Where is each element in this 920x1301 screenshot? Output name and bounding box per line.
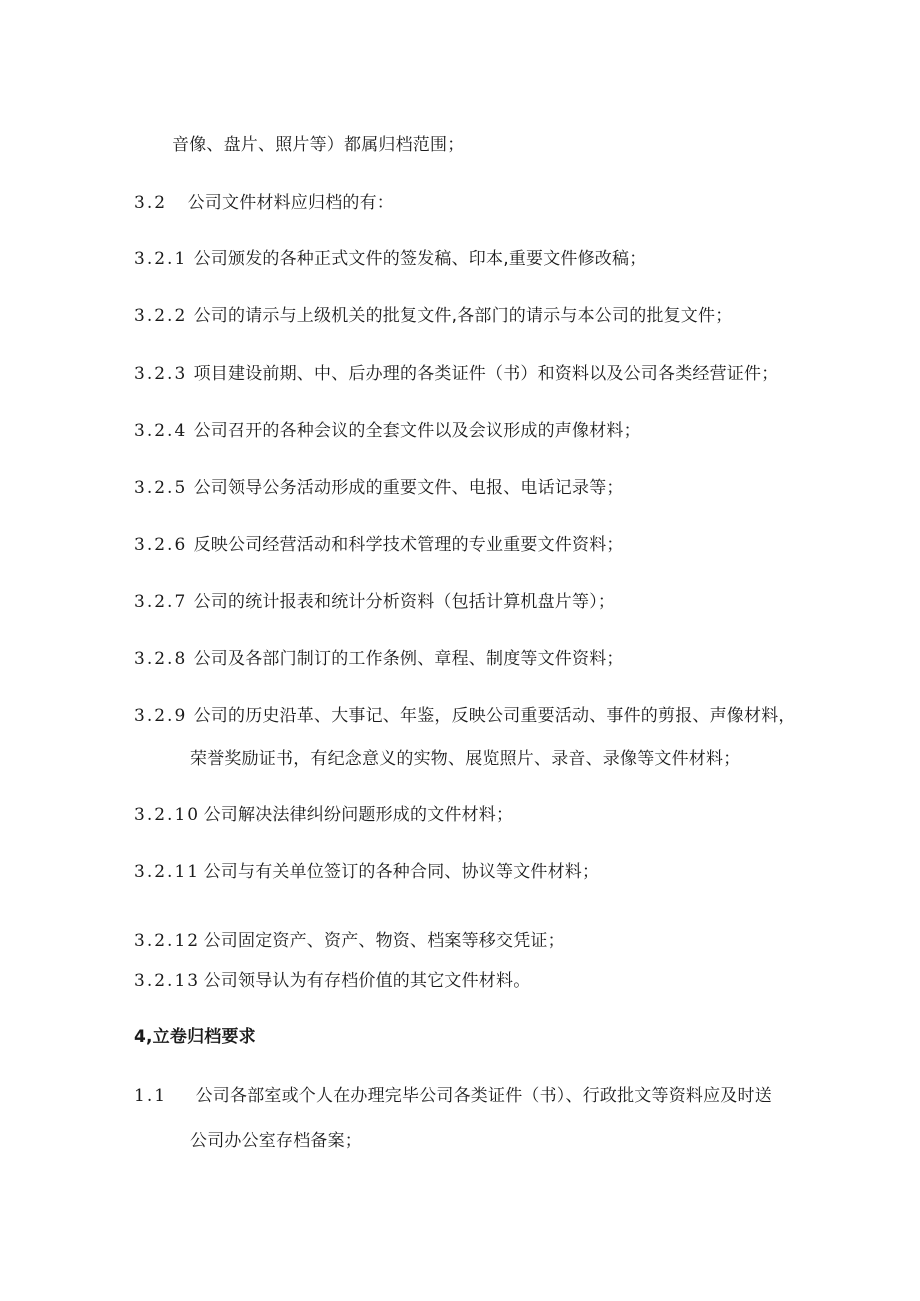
line-text: 荣誉奖励证书，有纪念意义的实物、展览照片、录音、录像等文件材料；: [190, 749, 741, 769]
line-text: 公司固定资产、资产、物资、档案等移交凭证；: [203, 931, 565, 951]
item-3-2-1: [134, 248, 646, 270]
item-3-2-4: [134, 420, 641, 442]
item-3-2-8: [134, 648, 624, 670]
line-text: 公司的统计报表和统计分析资料（包括计算机盘片等）；: [193, 592, 616, 612]
line-text: 公司的历史沿革、大事记、年鉴，反映公司重要活动、事件的剪报、声像材料，: [193, 706, 796, 726]
line-text: 公司的请示与上级机关的批复文件,各部门的请示与本公司的批复文件；: [193, 306, 733, 326]
item-3-2-12: [134, 930, 565, 952]
text-line-continuation: [190, 1130, 362, 1152]
item-3-2-10: [134, 804, 513, 826]
line-text: 公司领导公务活动形成的重要文件、电报、电话记录等；: [193, 478, 624, 498]
section-number: 3.2.6: [134, 535, 188, 555]
line-text: 反映公司经营活动和科学技术管理的专业重要文件资料；: [193, 535, 624, 555]
item-3-2-6: [134, 534, 624, 556]
section-number: 1.1: [134, 1086, 168, 1106]
line-text: 公司与有关单位签订的各种合同、协议等文件材料；: [203, 862, 600, 882]
line-text: 公司颁发的各种正式文件的签发稿、印本,重要文件修改稿；: [193, 249, 647, 269]
line-text: 项目建设前期、中、后办理的各类证件（书）和资料以及公司各类经营证件；: [193, 364, 779, 384]
text-line-continuation: [172, 134, 464, 156]
item-3-2-9: [134, 705, 796, 727]
section-number: 3.2.3: [134, 364, 188, 384]
section-number: 3.2.1: [134, 249, 188, 269]
section-number: 3.2.13: [134, 971, 201, 991]
section-number: 3.2.10: [134, 805, 201, 825]
section-number: 3.2.4: [134, 421, 188, 441]
item-3-2-5: [134, 477, 624, 499]
section-3-2: [134, 192, 394, 214]
line-text: 公司领导认为有存档价值的其它文件材料。: [203, 971, 531, 991]
item-3-2-7: [134, 591, 615, 613]
line-text: 公司各部室或个人在办理完毕公司各类证件（书）、行政批文等资料应及时送: [195, 1086, 772, 1106]
line-text: 公司文件材料应归档的有：: [187, 193, 395, 213]
section-number: 3.2.7: [134, 592, 188, 612]
section-number: 3.2.12: [134, 931, 201, 951]
section-number: 3.2.8: [134, 649, 188, 669]
item-3-2-3: [134, 363, 778, 385]
line-text: 音像、盘片、照片等）都属归档范围；: [172, 135, 465, 155]
section-number: 3.2.5: [134, 478, 188, 498]
line-text: 公司召开的各种会议的全套文件以及会议形成的声像材料；: [193, 421, 641, 441]
line-text: 公司解决法律纠纷问题形成的文件材料；: [203, 805, 514, 825]
line-text: 公司办公室存档备案；: [190, 1131, 362, 1151]
section-number: 3.2.9: [134, 706, 188, 726]
item-3-2-11: [134, 861, 599, 883]
heading-text: 4,立卷归档要求: [134, 1027, 256, 1047]
section-number: 3.2.2: [134, 306, 188, 326]
section-heading: [134, 1026, 256, 1048]
item-1-1: [134, 1085, 772, 1107]
line-text: 公司及各部门制订的工作条例、章程、制度等文件资料；: [193, 649, 624, 669]
item-3-2-13: [134, 970, 530, 992]
section-number: 3.2: [134, 193, 168, 213]
item-3-2-2: [134, 305, 732, 327]
text-line-continuation: [190, 748, 740, 770]
section-number: 3.2.11: [134, 862, 201, 882]
